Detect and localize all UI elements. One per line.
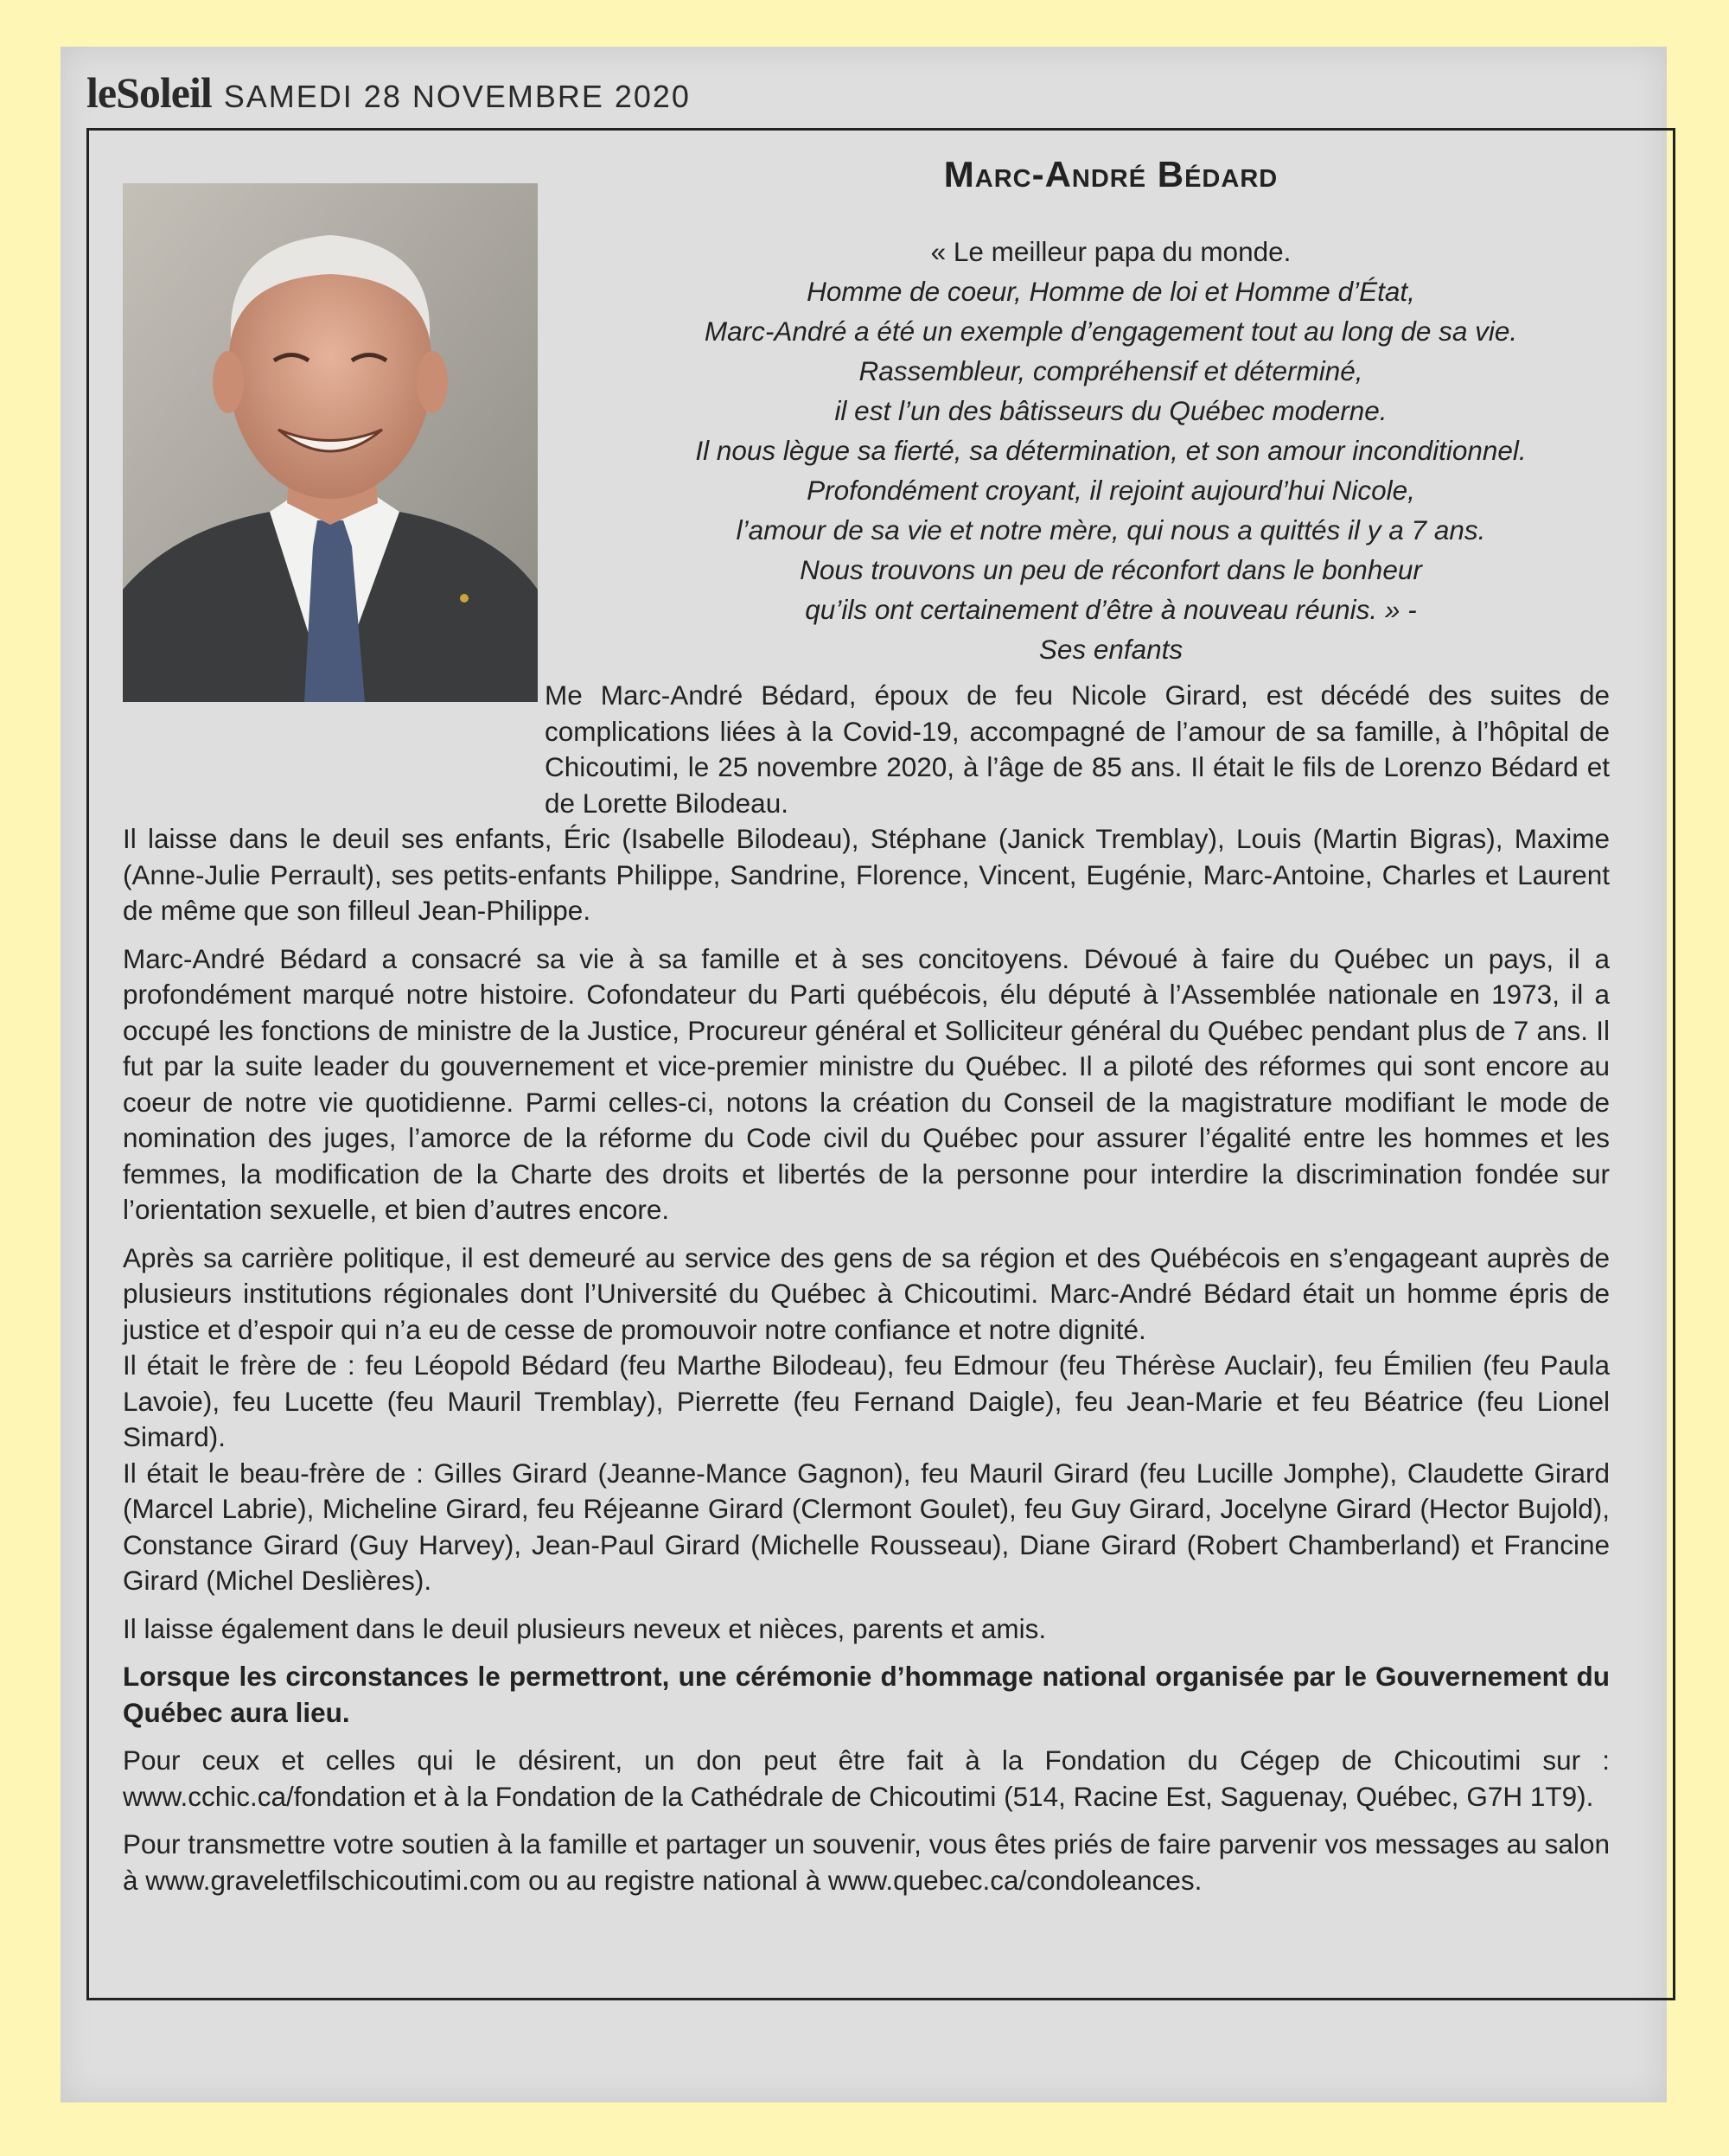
poem-line: Marc-André a été un exemple d’engagement tout au long de sa vie. — [704, 316, 1518, 347]
poem-line: Homme de coeur, Homme de loi et Homme d’État, — [807, 276, 1415, 307]
poem-line: il est l’un des bâtisseurs du Québec moderne. — [834, 395, 1388, 426]
paragraph-after-politics: Après sa carrière politique, il est demeuré au service des gens de sa région et des Québécois en s’engageant auprès de plusieurs institutions régionales dont l’Université du Québec à Chicoutimi. Marc-André Bédard était un homme épris de justice et d’espoir qui n’a eu de cesse de promouvoir notre confiance et notre dignité. — [123, 1241, 1610, 1345]
poem-line: l’amour de sa vie et notre mère, qui nous a quittés il y a 7 ans. — [736, 514, 1486, 545]
poem-line: qu’ils ont certainement d’être à nouveau réunis. » - — [805, 594, 1417, 625]
deceased-name: Marc-André Bédard — [943, 154, 1279, 195]
poem-signature: Ses enfants — [1038, 634, 1184, 665]
tribute-poem — [553, 232, 1668, 669]
paragraph-death-announcement: Me Marc-André Bédard, époux de feu Nicole Girard, est décédé des suites de complications liées à la Covid-19, accompagné de l’amour de sa famille, à l’hôpital de Chicoutimi, le 25 novembre 2020, à l’âge de 85 ans. Il était le fils de Lorenzo Bédard et de Lorette Bilodeau. — [545, 679, 1610, 819]
paragraph-career: Marc-André Bédard a consacré sa vie à sa famille et à ses concitoyens. Dévoué à faire du Québec un pays, il a profondément marqué notre histoire. Cofondateur du Parti québécois, élu député à l’Assemblée nationale en 1973, il a occupé les fonctions de ministre de la Justice, Procureur général et Solliciteur général du Québec pendant plus de 7 ans. Il fut par la suite leader du gouvernement et vice-premier ministre du Québec. Il a piloté des réformes qui sont encore au coeur de notre vie quotidienne. Parmi celles-ci, notons la création du Conseil de la magistrature modifiant le mode de nomination des juges, l’amorce de la réforme du Code civil du Québec pour assurer l’égalité entre les hommes et les femmes, la modification de la Charte des droits et libertés de la personne pour interdire la discrimination fondée sur l’orientation sexuelle, et bien d’autres encore. — [123, 942, 1610, 1225]
masthead — [86, 67, 691, 128]
publication-date: SAMEDI 28 NOVEMBRE 2020 — [223, 79, 691, 114]
obituary-body — [123, 678, 1610, 1898]
paragraph-in-laws: Il était le beau-frère de : Gilles Girard (Jeanne-Mance Gagnon), feu Mauril Girard (feu Lucille Jomphe), Claudette Girard (Marcel Labrie), Micheline Girard, feu Réjeanne Girard (Clermont Goulet), feu Guy Girard, Jocelyne Girard (Hector Bujold), Constance Girard (Guy Harvey), Jean-Paul Girard (Michelle Rousseau), Diane Girard (Robert Chamberland) et Francine Girard (Michel Deslières). — [123, 1457, 1610, 1596]
poem-line: Nous trouvons un peu de réconfort dans le bonheur — [800, 554, 1422, 585]
paragraph-extended-family: Il laisse également dans le deuil plusieurs neveux et nièces, parents et amis. — [123, 1612, 1047, 1644]
poem-line: « Le meilleur papa du monde. — [930, 236, 1292, 267]
portrait-photo — [123, 183, 538, 702]
poem-line: Il nous lègue sa fierté, sa détermination, et son amour inconditionnel. — [695, 435, 1527, 466]
paragraph-condolences: Pour transmettre votre soutien à la famille et partager un souvenir, vous êtes priés de faire parvenir vos messages au salon à www.graveletfilschicoutimi.com ou au registre national à www.quebec.ca/condoleances. — [123, 1828, 1610, 1896]
poem-line: Profondément croyant, il rejoint aujourd’hui Nicole, — [807, 475, 1415, 506]
paragraph-survivors: Il laisse dans le deuil ses enfants, Éric (Isabelle Bilodeau), Stéphane (Janick Tremblay), Louis (Martin Bigras), Maxime (Anne-Julie Perrault), ses petits-enfants Philippe, Sandrine, Florence, Vincent, Eugénie, Marc-Antoine, Charles et Laurent de même que son filleul Jean-Philippe. — [123, 823, 1610, 926]
newspaper-logo: leSoleil — [86, 68, 212, 117]
poem-line: Rassembleur, compréhensif et déterminé, — [858, 355, 1363, 386]
paragraph-ceremony: Lorsque les circonstances le permettront, une cérémonie d’hommage national organisée par le Gouvernement du Québec aura lieu. — [123, 1661, 1610, 1728]
paragraph-siblings: Il était le frère de : feu Léopold Bédard (feu Marthe Bilodeau), feu Edmour (feu Thérèse Auclair), feu Émilien (feu Paula Lavoie), feu Lucette (feu Mauril Tremblay), Pierrette (feu Fernand Daigle), feu Jean-Marie et feu Béatrice (feu Lionel Simard). — [123, 1349, 1610, 1452]
paragraph-donations: Pour ceux et celles qui le désirent, un don peut être fait à la Fondation du Cégep de Chicoutimi sur : www.cchic.ca/fondation et à la Fondation de la Cathédrale de Chicoutimi (514, Racine Est, Saguenay, Québec, G7H 1T9). — [123, 1745, 1610, 1812]
